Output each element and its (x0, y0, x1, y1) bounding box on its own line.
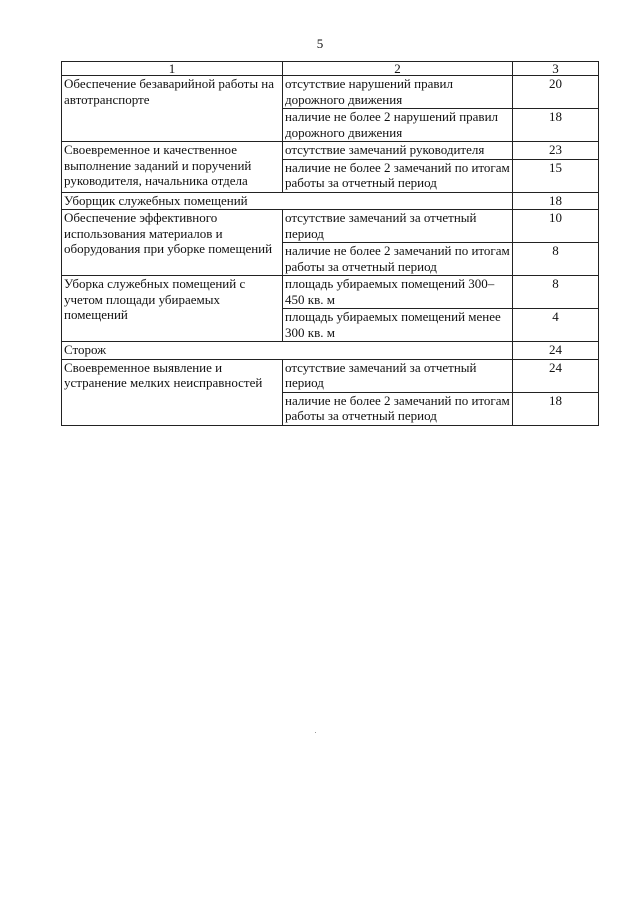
table-row (62, 142, 599, 160)
points-cell: 23 (513, 142, 599, 160)
column-header-3: 3 (513, 62, 599, 76)
points-cell: 8 (513, 276, 599, 309)
position-points: 24 (513, 342, 599, 360)
criterion-cell: Своевременное выявление и устранение мелких неисправностей (62, 359, 283, 425)
condition-cell: площадь убираемых помещений 300–450 кв. м (283, 276, 513, 309)
points-cell: 15 (513, 159, 599, 192)
condition-cell: отсутствие замечаний за отчетный период (283, 210, 513, 243)
position-row (62, 342, 599, 360)
condition-cell: наличие не более 2 замечаний по итогам работы за отчетный период (283, 159, 513, 192)
table-row (62, 359, 599, 392)
points-cell: 4 (513, 309, 599, 342)
table-row (62, 76, 599, 109)
scan-speck (315, 732, 316, 733)
condition-cell: площадь убираемых помещений менее 300 кв. м (283, 309, 513, 342)
column-header-2: 2 (283, 62, 513, 76)
points-cell: 18 (513, 109, 599, 142)
column-header-1: 1 (62, 62, 283, 76)
position-row (62, 192, 599, 210)
criterion-cell: Своевременное и качественное выполнение заданий и поручений руководителя, начальника отдела (62, 142, 283, 193)
position-title: Уборщик служебных помещений (62, 192, 513, 210)
points-cell: 24 (513, 359, 599, 392)
condition-cell: отсутствие нарушений правил дорожного движения (283, 76, 513, 109)
criterion-cell: Обеспечение безаварийной работы на автотранспорте (62, 76, 283, 142)
position-title: Сторож (62, 342, 513, 360)
points-cell: 18 (513, 392, 599, 425)
condition-cell: отсутствие замечаний руководителя (283, 142, 513, 160)
points-cell: 10 (513, 210, 599, 243)
table-header-row (62, 62, 599, 76)
page-number: 5 (316, 36, 324, 51)
table-row (62, 210, 599, 243)
condition-cell: наличие не более 2 нарушений правил дорожного движения (283, 109, 513, 142)
condition-cell: наличие не более 2 замечаний по итогам работы за отчетный период (283, 392, 513, 425)
criterion-cell: Обеспечение эффективного использования материалов и оборудования при уборке помещений (62, 210, 283, 276)
points-cell: 8 (513, 243, 599, 276)
table-row (62, 276, 599, 309)
position-points: 18 (513, 192, 599, 210)
condition-cell: отсутствие замечаний за отчетный период (283, 359, 513, 392)
criteria-table (61, 61, 599, 426)
points-cell: 20 (513, 76, 599, 109)
criterion-cell: Уборка служебных помещений с учетом площади убираемых помещений (62, 276, 283, 342)
condition-cell: наличие не более 2 замечаний по итогам работы за отчетный период (283, 243, 513, 276)
